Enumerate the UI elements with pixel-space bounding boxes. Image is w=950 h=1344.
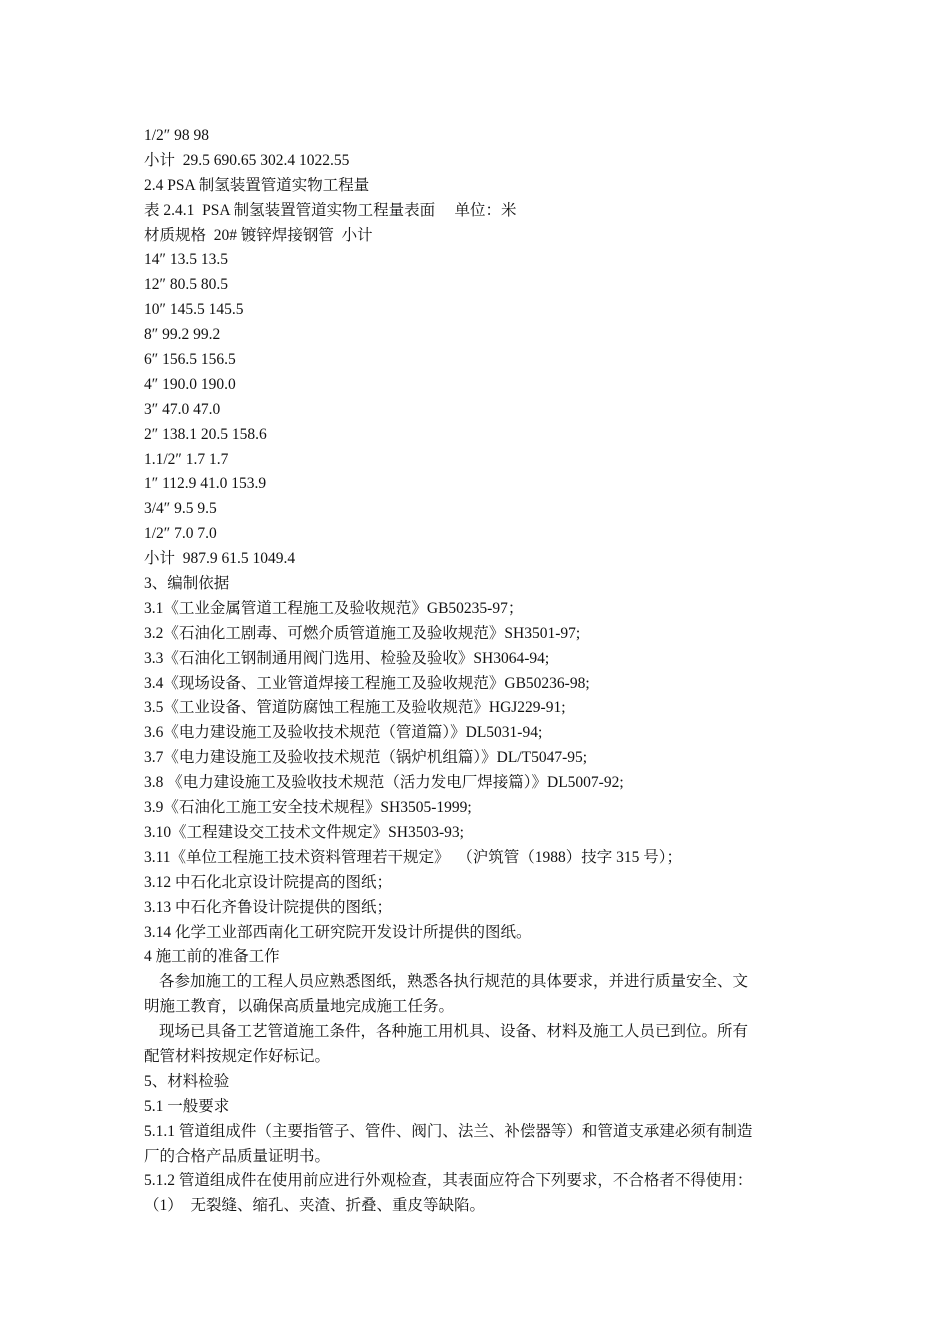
- paragraph-line: 厂的合格产品质量证明书。: [144, 1147, 331, 1165]
- list-item: 3.9《石油化工施工安全技术规程》SH3505-1999;: [144, 799, 472, 817]
- table-row: 2″ 138.1 20.5 158.6: [144, 425, 267, 443]
- list-item: 3.2《石油化工剧毒、可燃介质管道施工及验收规范》SH3501-97;: [144, 624, 581, 642]
- paragraph-line: 明施工教育，以确保高质量地完成施工任务。: [144, 998, 455, 1016]
- section-heading: 3、编制依据: [144, 575, 230, 593]
- table-row: 1″ 112.9 41.0 153.9: [144, 475, 267, 493]
- list-item: 3.13 中石化齐鲁设计院提供的图纸；: [144, 898, 393, 916]
- subsection-heading: 5.1 一般要求: [144, 1097, 230, 1115]
- text-line: 小计 29.5 690.65 302.4 1022.55: [144, 151, 350, 169]
- list-item: 3.10《工程建设交工技术文件规定》SH3503-93;: [144, 823, 464, 841]
- table-row: 1/2″ 7.0 7.0: [144, 525, 217, 543]
- table-row: 8″ 99.2 99.2: [144, 326, 221, 344]
- list-item: 3.6《电力建设施工及验收技术规范（管道篇）》DL5031-94;: [144, 724, 543, 742]
- document-page: [144, 124, 816, 1219]
- list-item: 3.1《工业金属管道工程施工及验收规范》GB50235-97；: [144, 599, 524, 617]
- list-item: 3.8 《电力建设施工及验收技术规范（活力发电厂焊接篇）》DL5007-92;: [144, 774, 624, 792]
- table-row: 14″ 13.5 13.5: [144, 251, 228, 269]
- table-row: 1.1/2″ 1.7 1.7: [144, 450, 229, 468]
- list-item: （1） 无裂缝、缩孔、夹渣、折叠、重皮等缺陷。: [144, 1197, 486, 1215]
- table-row: 10″ 145.5 145.5: [144, 301, 244, 319]
- list-item: 3.5《工业设备、管道防腐蚀工程施工及验收规范》HGJ229-91;: [144, 699, 566, 717]
- section-heading: 2.4 PSA 制氢装置管道实物工程量: [144, 176, 370, 194]
- list-item: 3.12 中石化北京设计院提高的图纸；: [144, 873, 393, 891]
- table-caption: 表 2.4.1 PSA 制氢装置管道实物工程量表面 单位：米: [144, 201, 517, 219]
- table-row: 4″ 190.0 190.0: [144, 375, 236, 393]
- table-row: 3″ 47.0 47.0: [144, 400, 221, 418]
- table-header: 材质规格 20# 镀锌焊接钢管 小计: [144, 226, 373, 244]
- table-total-row: 小计 987.9 61.5 1049.4: [144, 550, 296, 568]
- list-item: 3.11《单位工程施工技术资料管理若干规定》 （沪筑管（1988）技字 315 号）；: [144, 848, 683, 866]
- table-row: 3/4″ 9.5 9.5: [144, 500, 217, 518]
- paragraph-line: 配管材料按规定作好标记。: [144, 1047, 331, 1065]
- paragraph-line: 各参加施工的工程人员应熟悉图纸，熟悉各执行规范的具体要求，并进行质量安全、文: [159, 973, 749, 991]
- section-heading: 4 施工前的准备工作: [144, 948, 280, 966]
- list-item: 3.7《电力建设施工及验收技术规范（锅炉机组篇）》DL/T5047-95;: [144, 749, 588, 767]
- text-line: 1/2″ 98 98: [144, 127, 210, 144]
- table-row: 12″ 80.5 80.5: [144, 276, 228, 294]
- section-heading: 5、材料检验: [144, 1072, 230, 1090]
- list-item: 3.14 化学工业部西南化工研究院开发设计所提供的图纸。: [144, 923, 532, 941]
- paragraph-line: 5.1.1 管道组成件（主要指管子、管件、阀门、法兰、补偿器等）和管道支承建必须有制造: [144, 1122, 753, 1140]
- paragraph-line: 5.1.2 管道组成件在使用前应进行外观检查，其表面应符合下列要求，不合格者不得使用：: [144, 1172, 753, 1190]
- paragraph-line: 现场已具备工艺管道施工条件，各种施工用机具、设备、材料及施工人员已到位。所有: [159, 1023, 749, 1041]
- list-item: 3.4《现场设备、工业管道焊接工程施工及验收规范》GB50236-98;: [144, 674, 590, 692]
- list-item: 3.3《石油化工钢制通用阀门选用、检验及验收》SH3064-94;: [144, 649, 550, 667]
- table-row: 6″ 156.5 156.5: [144, 351, 236, 369]
